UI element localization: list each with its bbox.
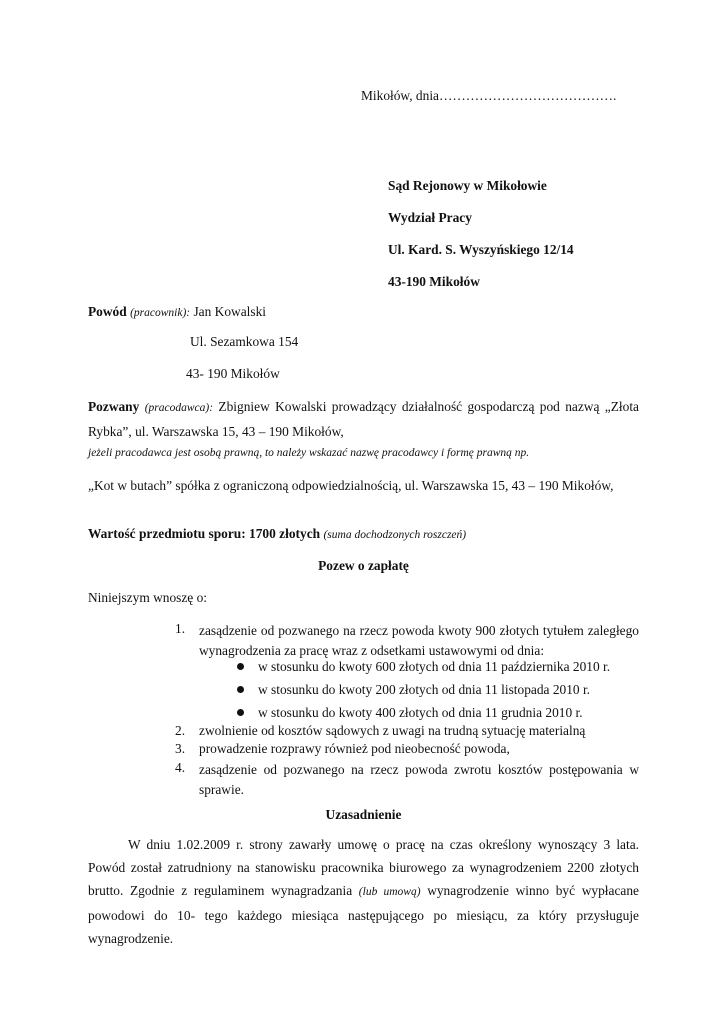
defendant-text: Zbigniew Kowalski prowadzący działalność gospodarczą pod nazwą „Złota Rybka”, ul. Warszawska 15, 43 – 190 Mikołów, xyxy=(88,399,639,439)
court-division: Wydział Pracy xyxy=(388,210,472,225)
justification-note: (lub umową) xyxy=(358,886,421,898)
bullet-icon xyxy=(237,709,244,716)
defendant-paragraph xyxy=(88,395,639,443)
request-text-3: prowadzenie rozprawy również pod nieobecność powoda, xyxy=(199,741,510,756)
request-number-2: 2. xyxy=(175,723,186,738)
justification-text-1: W dniu 1.02.2009 r. strony zawarły umowę o pracę na czas określony wynoszący 3 lata. Powód został zatrudniony na stanowisku pracownika biurowego za wynagrodzeniem 2200 złotych brutto. Zgodnie z regulaminem wynagradzania xyxy=(88,837,639,898)
defendant-note: jeżeli pracodawca jest osobą prawną, to należy wskazać nazwę pracodawcy i formę prawną np. xyxy=(88,447,530,459)
justification-paragraph xyxy=(88,833,639,950)
sub-item-2: w stosunku do kwoty 200 złotych od dnia 11 listopada 2010 r. xyxy=(258,682,591,697)
plaintiff-street: Ul. Sezamkowa 154 xyxy=(190,334,299,349)
request-number-3: 3. xyxy=(175,741,186,756)
justification-title: Uzasadnienie xyxy=(325,807,402,822)
claim-value-label: Wartość przedmiotu sporu: 1700 złotych xyxy=(88,526,321,541)
plaintiff-role: (pracownik): xyxy=(130,307,191,319)
defendant-role: (pracodawca): xyxy=(144,402,214,414)
court-name: Sąd Rejonowy w Mikołowie xyxy=(388,178,547,193)
request-text-1: zasądzenie od pozwanego na rzecz powoda kwoty 900 złotych tytułem zaległego wynagrodzenia za pracę wraz z odsetkami ustawowymi od dnia: xyxy=(199,623,639,658)
bullet-icon xyxy=(237,663,244,670)
document-title: Pozew o zapłatę xyxy=(318,558,409,573)
plaintiff-line xyxy=(88,304,266,320)
sub-item-1: w stosunku do kwoty 600 złotych od dnia 11 października 2010 r. xyxy=(258,659,611,674)
plaintiff-label: Powód xyxy=(88,304,127,319)
court-street: Ul. Kard. S. Wyszyńskiego 12/14 xyxy=(388,242,574,257)
bullet-icon xyxy=(237,686,244,693)
sub-item-3: w stosunku do kwoty 400 złotych od dnia 11 grudnia 2010 r. xyxy=(258,705,583,720)
defendant-label: Pozwany xyxy=(88,399,140,414)
court-city: 43-190 Mikołów xyxy=(388,274,480,289)
plaintiff-name: Jan Kowalski xyxy=(193,304,266,319)
request-text-2: zwolnienie od kosztów sądowych z uwagi na trudną sytuację materialną xyxy=(199,723,586,738)
defendant-example: „Kot w butach” spółka z ograniczoną odpowiedzialnością, ul. Warszawska 15, 43 – 190 Mikołów, xyxy=(88,478,614,493)
plaintiff-city: 43- 190 Mikołów xyxy=(186,366,280,381)
request-number-4: 4. xyxy=(175,760,186,775)
intro-text: Niniejszym wnoszę o: xyxy=(88,590,208,605)
claim-value xyxy=(88,526,466,542)
place-date: Mikołów, dnia…………………………………. xyxy=(361,88,617,103)
justification-text-2: wynagrodzenie winno być wypłacane powodowi do 10- tego każdego miesiąca następującego po miesiącu, za który przysługuje wynagrodzenie. xyxy=(88,883,639,946)
request-text-4: zasądzenie od pozwanego na rzecz powoda zwrotu kosztów postępowania w sprawie. xyxy=(199,762,639,797)
claim-value-note: (suma dochodzonych roszczeń) xyxy=(323,529,467,541)
request-number-1: 1. xyxy=(175,621,186,636)
